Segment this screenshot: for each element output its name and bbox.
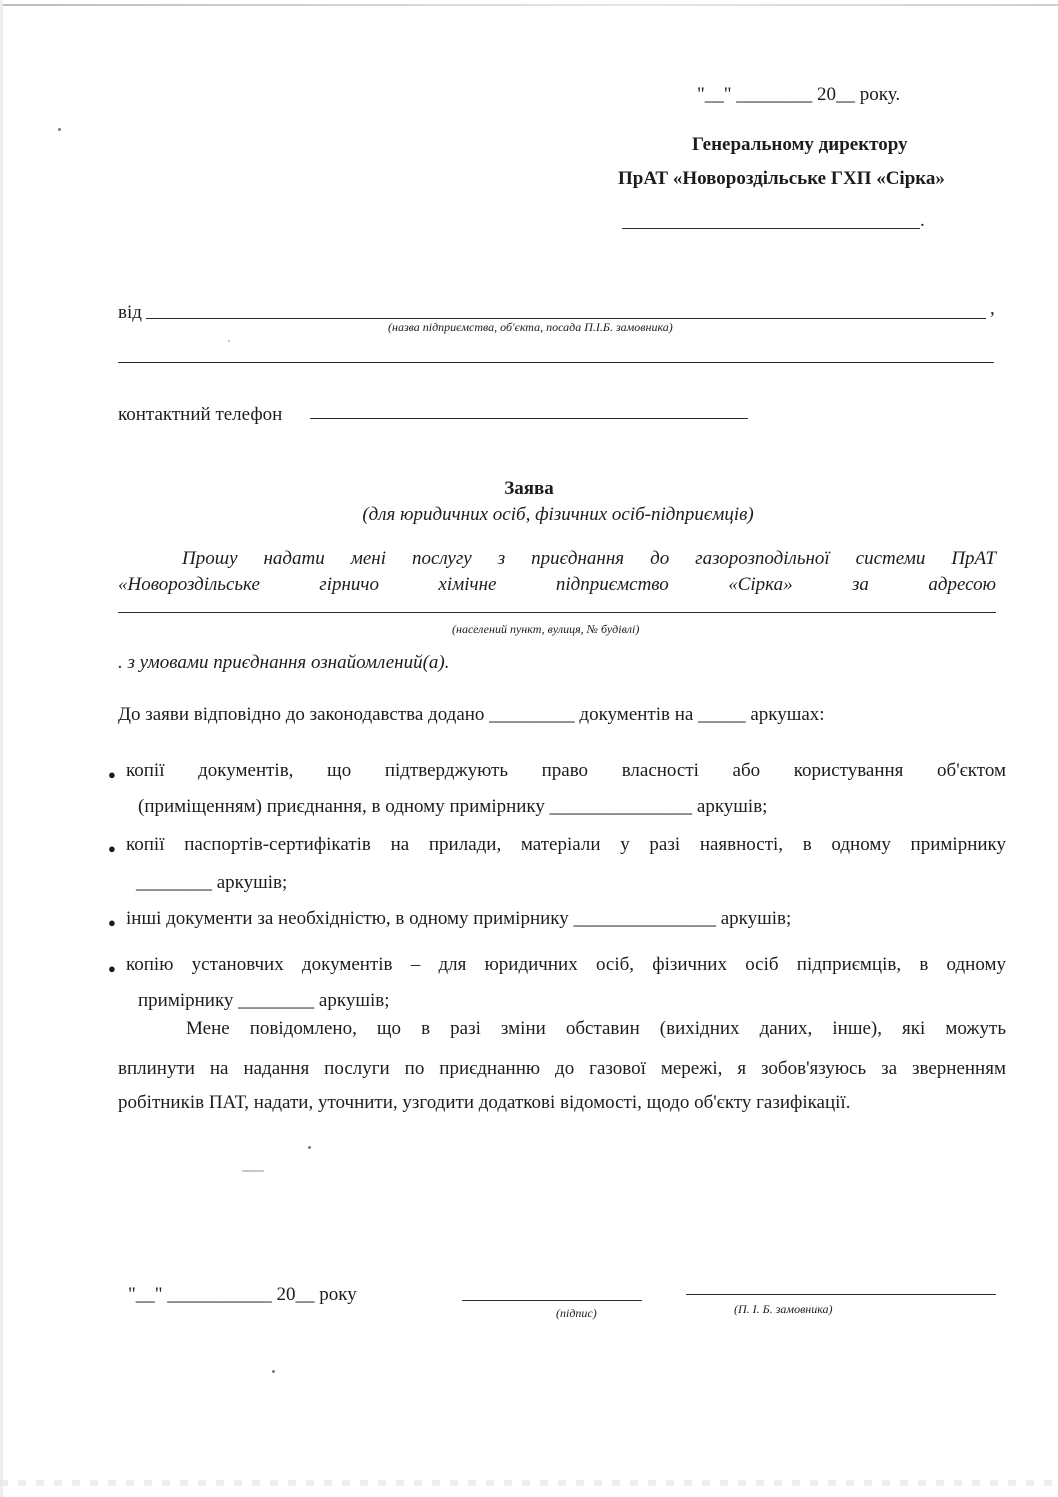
signature-line <box>462 1300 642 1301</box>
bullet-dot: ● <box>108 915 116 930</box>
footer-date: "__" ___________ 20__ року <box>128 1284 357 1305</box>
from-field-line <box>146 318 986 319</box>
bullet-3-line-1: інші документи за необхідністю, в одному примірнику _______________ аркушів; <box>126 908 792 929</box>
address-field-line <box>118 612 996 613</box>
notice-line-3: робітників ПАТ, надати, уточнити, узгодити додаткові відомості, щодо об'єкту газифікації. <box>118 1092 851 1113</box>
scan-bottom-edge <box>0 1480 1058 1486</box>
request-line-1: Прошу надати мені послугу з приєднання до газорозподільної системи ПрАТ <box>182 548 996 569</box>
address-hint: (населений пункт, вулиця, № будівлі) <box>452 622 640 636</box>
scan-edge <box>0 4 1058 6</box>
document-subtitle: (для юридичних осіб, фізичних осіб-підприємців) <box>362 504 754 525</box>
addressee-period: . <box>920 210 925 231</box>
bullet-1-line-2: (приміщенням) приєднання, в одному примірнику _______________ аркушів; <box>138 796 768 817</box>
addressee-company: ПрАТ «Новороздільське ГХП «Сірка» <box>618 168 945 189</box>
from-comma: , <box>990 298 995 319</box>
bullet-dot: ● <box>108 767 116 782</box>
from-second-line <box>118 362 994 363</box>
addressee-name-line <box>622 228 920 229</box>
from-label: від <box>118 302 142 323</box>
document-title: Заява <box>504 478 554 499</box>
bullet-dot: ● <box>108 961 116 976</box>
scan-speck <box>228 340 230 342</box>
notice-line-1: Мене повідомлено, що в разі зміни обставин (вихідних даних, інше), які можуть <box>186 1018 1006 1039</box>
signature-hint: (підпис) <box>556 1306 597 1320</box>
conditions-text: . з умовами приєднання ознайомлений(а). <box>118 652 450 673</box>
scan-speck <box>58 128 61 131</box>
name-hint: (П. І. Б. замовника) <box>734 1302 833 1316</box>
name-line <box>686 1294 996 1295</box>
bullet-4-line-1: копію установчих документів – для юридичних осіб, фізичних осіб підприємців, в одному <box>126 954 1006 975</box>
from-hint: (назва підприємства, об'єкта, посада П.І.Б. замовника) <box>388 320 673 334</box>
scan-speck <box>308 1146 311 1149</box>
phone-field-line <box>310 418 748 419</box>
scan-speck <box>272 1370 275 1373</box>
bullet-dot: ● <box>108 841 116 856</box>
bullet-4-line-2: примірнику ________ аркушів; <box>138 990 390 1011</box>
bullet-1-line-1: копії документів, що підтверджують право власності або користування об'єктом <box>126 760 1006 781</box>
bullet-2-line-2: ________ аркушів; <box>136 872 288 893</box>
scan-speck <box>242 1170 264 1172</box>
request-line-2: «Новороздільське гірничо хімічне підприємство «Сірка» за адресою <box>118 574 996 595</box>
header-date: "__" ________ 20__ року. <box>697 84 901 105</box>
attachments-intro: До заяви відповідно до законодавства додано _________ документів на _____ аркушах: <box>118 704 825 725</box>
notice-line-2: вплинути на надання послуги по приєднанню до газової мережі, я зобов'язуюсь за зверненням <box>118 1058 1006 1079</box>
bullet-2-line-1: копії паспортів-сертифікатів на прилади, матеріали у разі наявності, в одному примірнику <box>126 834 1006 855</box>
scan-edge-left <box>0 0 3 1497</box>
phone-label: контактний телефон <box>118 404 283 425</box>
addressee-title: Генеральному директору <box>692 134 908 155</box>
